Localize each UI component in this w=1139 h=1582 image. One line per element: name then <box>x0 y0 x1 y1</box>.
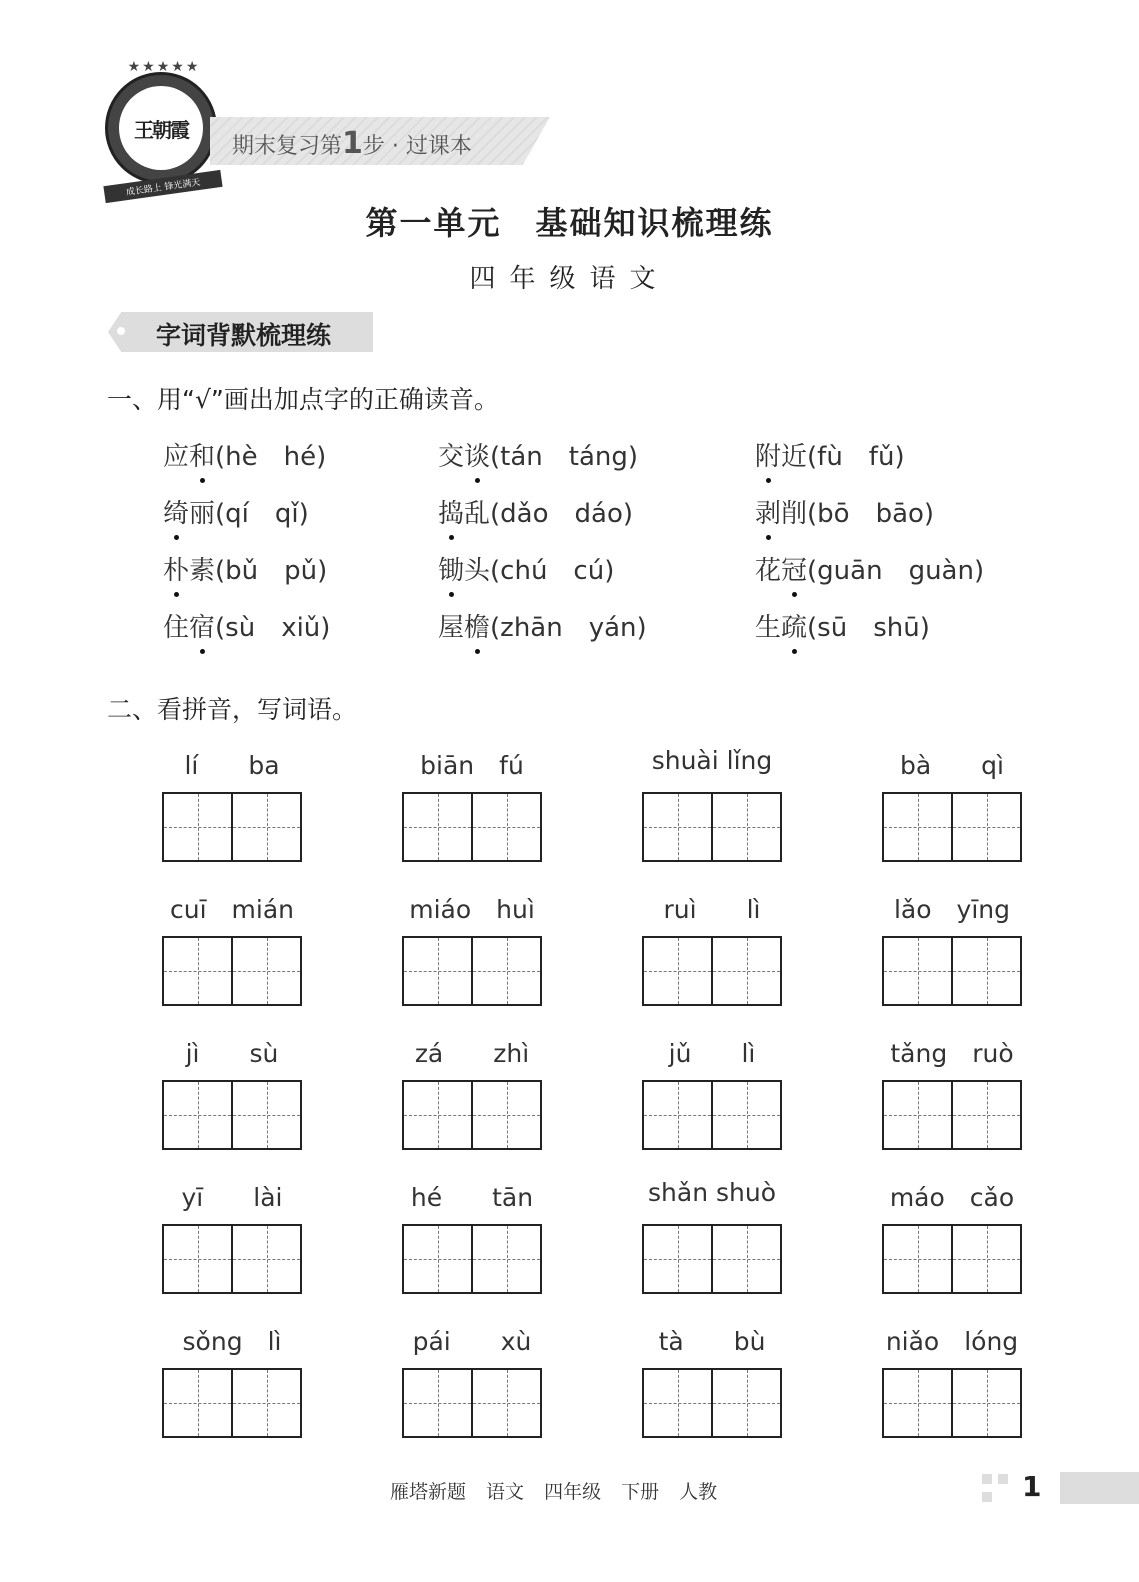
writing-grid[interactable] <box>642 936 782 1006</box>
tianzige-cell[interactable] <box>473 1226 540 1292</box>
tianzige-cell[interactable] <box>713 1226 780 1292</box>
writing-grid[interactable] <box>642 1224 782 1294</box>
decor-square <box>982 1492 992 1502</box>
tianzige-cell[interactable] <box>164 1370 233 1436</box>
tianzige-cell[interactable] <box>644 938 713 1004</box>
section-title: 字词背默梳理练 <box>156 321 332 350</box>
reading-item <box>755 436 905 473</box>
pinyin-prompt: lǎo yīng <box>893 895 1011 924</box>
character: 丽 <box>189 499 216 529</box>
dotted-character: 宿 <box>189 607 215 644</box>
dotted-character: 冠 <box>781 550 807 587</box>
tianzige-cell[interactable] <box>713 938 780 1004</box>
character: 住 <box>163 613 190 643</box>
character: 近 <box>781 442 808 472</box>
page-subtitle: 四年级语文 <box>469 264 670 294</box>
pinyin-prompt: niǎo lóng <box>885 1327 1019 1356</box>
pinyin-prompt: jǔ lì <box>668 1039 756 1068</box>
character: 削 <box>781 499 808 529</box>
tianzige-cell[interactable] <box>473 938 540 1004</box>
writing-grid[interactable] <box>162 1080 302 1150</box>
tianzige-cell[interactable] <box>164 1082 233 1148</box>
tianzige-cell[interactable] <box>953 1082 1020 1148</box>
tag-hole-icon <box>117 327 125 335</box>
writing-grid[interactable] <box>882 936 1022 1006</box>
pinyin-options[interactable]: (chú cú) <box>490 556 615 586</box>
pinyin-prompt: cuī mián <box>170 895 294 924</box>
tianzige-cell[interactable] <box>713 1370 780 1436</box>
writing-grid[interactable] <box>882 1224 1022 1294</box>
tianzige-cell[interactable] <box>404 794 473 860</box>
dotted-character: 捣 <box>438 493 464 530</box>
reading-item <box>438 493 633 530</box>
tianzige-cell[interactable] <box>884 938 953 1004</box>
writing-grid[interactable] <box>642 1368 782 1438</box>
pinyin-options[interactable]: (dǎo dáo) <box>490 499 634 529</box>
tianzige-cell[interactable] <box>404 1226 473 1292</box>
pinyin-options[interactable]: (sū shū) <box>807 613 930 643</box>
logo-ribbon: 成长路上 锋光满天 <box>103 170 222 203</box>
logo-name: 王朝霞 <box>134 117 188 142</box>
writing-grid[interactable] <box>642 792 782 862</box>
pinyin-options[interactable]: (tán táng) <box>490 442 639 472</box>
dotted-character: 附 <box>755 436 781 473</box>
dotted-character: 疏 <box>781 607 807 644</box>
page-number: 1 <box>1022 1470 1042 1503</box>
writing-grid[interactable] <box>402 1368 542 1438</box>
dotted-character: 和 <box>189 436 215 473</box>
page-number-bar <box>1060 1472 1139 1504</box>
pinyin-options[interactable]: (fù fǔ) <box>807 442 905 472</box>
tianzige-cell[interactable] <box>644 1370 713 1436</box>
writing-grid[interactable] <box>162 1368 302 1438</box>
decor-square <box>982 1474 992 1484</box>
brand-logo <box>105 59 217 199</box>
character: 素 <box>189 556 216 586</box>
character: 花 <box>755 556 782 586</box>
tianzige-cell[interactable] <box>713 1082 780 1148</box>
pinyin-prompt: sǒng lì <box>182 1327 282 1356</box>
reading-item <box>755 550 984 587</box>
pinyin-prompt: shuài lǐng <box>651 746 773 775</box>
tianzige-cell[interactable] <box>644 1226 713 1292</box>
tianzige-cell[interactable] <box>884 1370 953 1436</box>
question-2-label: 二、看拼音，写词语。 <box>107 695 358 724</box>
tianzige-cell[interactable] <box>953 1226 1020 1292</box>
tianzige-cell[interactable] <box>473 1082 540 1148</box>
banner-step-number: 1 <box>342 126 363 161</box>
tianzige-cell[interactable] <box>233 938 300 1004</box>
dotted-character: 朴 <box>163 550 189 587</box>
pinyin-options[interactable]: (bō bāo) <box>807 499 935 529</box>
dotted-character: 剥 <box>755 493 781 530</box>
tianzige-cell[interactable] <box>404 1370 473 1436</box>
character: 头 <box>464 556 491 586</box>
pinyin-options[interactable]: (bǔ pǔ) <box>215 556 328 586</box>
pinyin-prompt: yī lài <box>181 1183 283 1212</box>
footer-text: 雁塔新题 语文 四年级 下册 人教 <box>390 1481 718 1503</box>
banner-prefix: 期末复习第 <box>232 134 343 159</box>
pinyin-prompt: máo cǎo <box>889 1183 1015 1212</box>
writing-grid[interactable] <box>882 792 1022 862</box>
tianzige-cell[interactable] <box>404 1082 473 1148</box>
tianzige-cell[interactable] <box>953 1370 1020 1436</box>
pinyin-prompt: zá zhì <box>414 1039 530 1068</box>
reading-item <box>755 607 930 644</box>
tianzige-cell[interactable] <box>404 938 473 1004</box>
pinyin-prompt: jì sù <box>185 1039 279 1068</box>
page-title: 第一单元 基础知识梳理练 <box>365 204 774 242</box>
writing-grid[interactable] <box>402 936 542 1006</box>
tianzige-cell[interactable] <box>953 794 1020 860</box>
tianzige-cell[interactable] <box>233 1226 300 1292</box>
writing-grid[interactable] <box>402 1224 542 1294</box>
reading-item <box>438 436 638 473</box>
character: 交 <box>438 442 465 472</box>
pinyin-options[interactable]: (guān guàn) <box>807 556 985 586</box>
pinyin-prompt: lí ba <box>184 751 280 780</box>
question-1-label: 一、用“√”画出加点字的正确读音。 <box>107 385 499 414</box>
reading-item <box>438 550 614 587</box>
tianzige-cell[interactable] <box>233 794 300 860</box>
pinyin-prompt: biān fú <box>420 751 524 780</box>
pinyin-prompt: ruì lì <box>663 895 761 924</box>
pinyin-options[interactable]: (sù xiǔ) <box>215 613 331 643</box>
pinyin-prompt: miáo huì <box>409 895 535 924</box>
decor-square <box>998 1474 1008 1484</box>
dotted-character: 绮 <box>163 493 189 530</box>
tianzige-cell[interactable] <box>164 794 233 860</box>
character: 生 <box>755 613 782 643</box>
tianzige-cell[interactable] <box>884 1082 953 1148</box>
writing-grid[interactable] <box>642 1080 782 1150</box>
banner-suffix: 步 · 过课本 <box>362 134 472 159</box>
pinyin-prompt: shǎn shuò <box>648 1178 776 1207</box>
tianzige-cell[interactable] <box>164 1226 233 1292</box>
pinyin-options[interactable]: (zhān yán) <box>490 613 647 643</box>
pinyin-prompt: bà qì <box>899 751 1004 780</box>
reading-item <box>163 436 326 473</box>
banner-text <box>232 126 472 161</box>
pinyin-prompt: pái xù <box>412 1327 532 1356</box>
character: 应 <box>163 442 190 472</box>
tianzige-cell[interactable] <box>884 794 953 860</box>
character: 屋 <box>438 613 465 643</box>
writing-grid[interactable] <box>162 792 302 862</box>
reading-item <box>163 550 327 587</box>
pinyin-prompt: hé tān <box>410 1183 534 1212</box>
writing-grid[interactable] <box>402 792 542 862</box>
tianzige-cell[interactable] <box>953 938 1020 1004</box>
tianzige-cell[interactable] <box>473 1370 540 1436</box>
reading-item <box>755 493 934 530</box>
tianzige-cell[interactable] <box>233 1370 300 1436</box>
tianzige-cell[interactable] <box>233 1082 300 1148</box>
tianzige-cell[interactable] <box>884 1226 953 1292</box>
dotted-character: 檐 <box>464 607 490 644</box>
reading-item <box>438 607 647 644</box>
pinyin-options[interactable]: (hè hé) <box>215 442 327 472</box>
writing-grid[interactable] <box>882 1080 1022 1150</box>
pinyin-prompt: tà bù <box>658 1327 766 1356</box>
stars-icon: ★★★★★ <box>127 59 201 75</box>
tianzige-cell[interactable] <box>644 1082 713 1148</box>
reading-item <box>163 607 330 644</box>
writing-grid[interactable] <box>882 1368 1022 1438</box>
dotted-character: 锄 <box>438 550 464 587</box>
tianzige-cell[interactable] <box>164 938 233 1004</box>
tianzige-cell[interactable] <box>473 794 540 860</box>
pinyin-prompt: tǎng ruò <box>890 1039 1014 1068</box>
writing-grid[interactable] <box>402 1080 542 1150</box>
reading-item <box>163 493 309 530</box>
tianzige-cell[interactable] <box>644 794 713 860</box>
character: 乱 <box>464 499 491 529</box>
dotted-character: 谈 <box>464 436 490 473</box>
writing-grid[interactable] <box>162 936 302 1006</box>
writing-grid[interactable] <box>162 1224 302 1294</box>
pinyin-options[interactable]: (qí qǐ) <box>215 499 309 529</box>
tianzige-cell[interactable] <box>713 794 780 860</box>
